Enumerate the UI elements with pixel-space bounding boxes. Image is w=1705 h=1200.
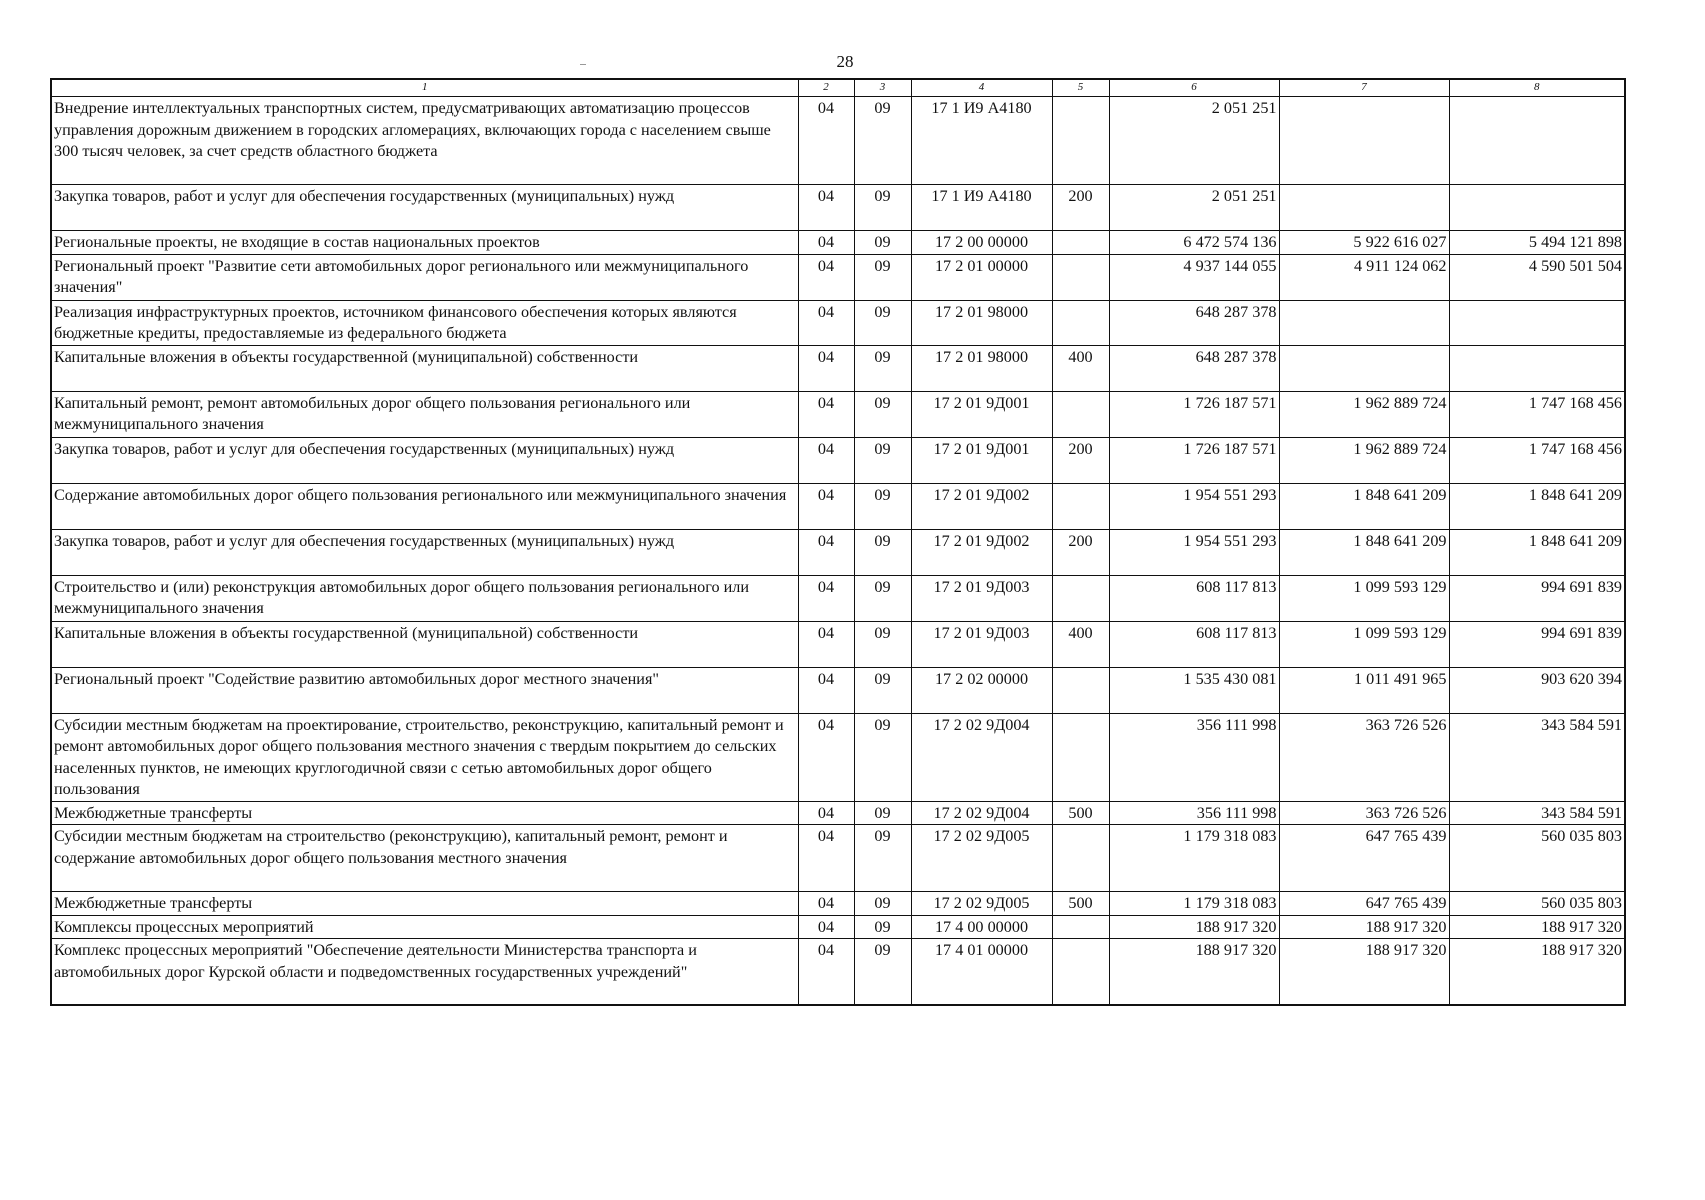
row-name-cell: Закупка товаров, работ и услуг для обеспечения государственных (муниципальных) нужд [51,437,798,483]
subsection-code-cell: 09 [854,300,911,345]
table-row [51,185,1625,231]
row-name-cell: Закупка товаров, работ и услуг для обеспечения государственных (муниципальных) нужд [51,529,798,575]
table-row [51,529,1625,575]
table-row [51,915,1625,939]
target-item-code-cell: 17 1 И9 А4180 [911,185,1052,231]
expense-type-code-cell [1052,575,1109,621]
amount-col7-cell [1279,97,1449,185]
amount-col6-cell: 1 954 551 293 [1109,529,1279,575]
target-item-code-cell: 17 2 02 9Д005 [911,892,1052,916]
section-code-cell: 04 [798,801,854,825]
target-item-code-cell: 17 2 00 00000 [911,231,1052,255]
amount-col6-cell: 188 917 320 [1109,939,1279,1005]
section-code-cell: 04 [798,254,854,300]
row-name-cell: Капитальный ремонт, ремонт автомобильных дорог общего пользования регионального или межмуниципального значения [51,391,798,437]
section-code-cell: 04 [798,825,854,892]
table-row [51,97,1625,185]
subsection-code-cell: 09 [854,483,911,529]
subsection-code-cell: 09 [854,667,911,713]
table-row [51,300,1625,345]
amount-col8-cell: 994 691 839 [1449,621,1625,667]
target-item-code-cell: 17 2 01 9Д003 [911,575,1052,621]
amount-col6-cell: 1 179 318 083 [1109,825,1279,892]
expense-type-code-cell [1052,825,1109,892]
amount-col6-cell: 1 179 318 083 [1109,892,1279,916]
target-item-code-cell: 17 2 02 9Д005 [911,825,1052,892]
column-header: 4 [911,79,1052,97]
table-row [51,254,1625,300]
expense-type-code-cell [1052,667,1109,713]
target-item-code-cell: 17 2 01 9Д001 [911,437,1052,483]
target-item-code-cell: 17 4 01 00000 [911,939,1052,1005]
row-name-cell: Закупка товаров, работ и услуг для обеспечения государственных (муниципальных) нужд [51,185,798,231]
scan-mark [580,64,586,65]
expense-type-code-cell: 200 [1052,529,1109,575]
amount-col7-cell: 1 099 593 129 [1279,575,1449,621]
column-header: 7 [1279,79,1449,97]
amount-col6-cell: 356 111 998 [1109,801,1279,825]
page-number: 28 [836,52,854,71]
amount-col8-cell: 343 584 591 [1449,713,1625,801]
expense-type-code-cell [1052,300,1109,345]
subsection-code-cell: 09 [854,231,911,255]
target-item-code-cell: 17 1 И9 А4180 [911,97,1052,185]
section-code-cell: 04 [798,529,854,575]
amount-col7-cell [1279,300,1449,345]
amount-col7-cell: 1 011 491 965 [1279,667,1449,713]
amount-col8-cell: 188 917 320 [1449,939,1625,1005]
subsection-code-cell: 09 [854,939,911,1005]
expense-type-code-cell: 400 [1052,345,1109,391]
expense-type-code-cell: 400 [1052,621,1109,667]
amount-col6-cell: 6 472 574 136 [1109,231,1279,255]
row-name-cell: Внедрение интеллектуальных транспортных систем, предусматривающих автоматизацию процессов управления дорожным движением в городских агломерациях, включающих города с населением свыше 300 тысяч человек, за счет средств областного бюджета [51,97,798,185]
expense-type-code-cell [1052,483,1109,529]
amount-col8-cell: 5 494 121 898 [1449,231,1625,255]
row-name-cell: Строительство и (или) реконструкция автомобильных дорог общего пользования регионального или межмуниципального значения [51,575,798,621]
expense-type-code-cell [1052,915,1109,939]
amount-col6-cell: 2 051 251 [1109,185,1279,231]
amount-col7-cell: 1 962 889 724 [1279,437,1449,483]
amount-col7-cell: 188 917 320 [1279,939,1449,1005]
subsection-code-cell: 09 [854,97,911,185]
amount-col8-cell [1449,97,1625,185]
target-item-code-cell: 17 2 02 9Д004 [911,801,1052,825]
subsection-code-cell: 09 [854,825,911,892]
row-name-cell: Реализация инфраструктурных проектов, источником финансового обеспечения которых являются бюджетные кредиты, предоставляемые из федерального бюджета [51,300,798,345]
table-row [51,483,1625,529]
column-header: 5 [1052,79,1109,97]
amount-col6-cell: 2 051 251 [1109,97,1279,185]
column-header: 2 [798,79,854,97]
column-header: 1 [51,79,798,97]
amount-col7-cell: 647 765 439 [1279,825,1449,892]
expense-type-code-cell [1052,713,1109,801]
target-item-code-cell: 17 2 01 98000 [911,345,1052,391]
amount-col8-cell: 1 848 641 209 [1449,483,1625,529]
amount-col6-cell: 4 937 144 055 [1109,254,1279,300]
amount-col6-cell: 188 917 320 [1109,915,1279,939]
amount-col7-cell: 647 765 439 [1279,892,1449,916]
row-name-cell: Капитальные вложения в объекты государственной (муниципальной) собственности [51,621,798,667]
row-name-cell: Региональный проект "Развитие сети автомобильных дорог регионального или межмуниципального значения" [51,254,798,300]
subsection-code-cell: 09 [854,185,911,231]
section-code-cell: 04 [798,185,854,231]
budget-table [50,78,1626,1006]
amount-col8-cell [1449,345,1625,391]
table-row [51,713,1625,801]
amount-col7-cell: 1 848 641 209 [1279,483,1449,529]
target-item-code-cell: 17 2 01 98000 [911,300,1052,345]
section-code-cell: 04 [798,437,854,483]
amount-col6-cell: 1 726 187 571 [1109,391,1279,437]
section-code-cell: 04 [798,345,854,391]
table-row [51,667,1625,713]
row-name-cell: Межбюджетные трансферты [51,801,798,825]
section-code-cell: 04 [798,97,854,185]
table-row [51,892,1625,916]
subsection-code-cell: 09 [854,915,911,939]
table-row [51,391,1625,437]
expense-type-code-cell: 500 [1052,892,1109,916]
amount-col8-cell: 343 584 591 [1449,801,1625,825]
row-name-cell: Содержание автомобильных дорог общего пользования регионального или межмуниципального значения [51,483,798,529]
target-item-code-cell: 17 2 01 9Д002 [911,483,1052,529]
header-row [51,79,1625,97]
amount-col8-cell: 560 035 803 [1449,825,1625,892]
section-code-cell: 04 [798,939,854,1005]
row-name-cell: Комплексы процессных мероприятий [51,915,798,939]
amount-col8-cell: 560 035 803 [1449,892,1625,916]
row-name-cell: Субсидии местным бюджетам на строительство (реконструкцию), капитальный ремонт, ремонт и содержание автомобильных дорог общего пользования местного значения [51,825,798,892]
expense-type-code-cell [1052,231,1109,255]
section-code-cell: 04 [798,483,854,529]
table-row [51,575,1625,621]
expense-type-code-cell [1052,254,1109,300]
table-row [51,231,1625,255]
amount-col6-cell: 608 117 813 [1109,621,1279,667]
amount-col7-cell: 363 726 526 [1279,801,1449,825]
target-item-code-cell: 17 2 01 9Д001 [911,391,1052,437]
section-code-cell: 04 [798,892,854,916]
amount-col7-cell: 5 922 616 027 [1279,231,1449,255]
target-item-code-cell: 17 2 01 00000 [911,254,1052,300]
target-item-code-cell: 17 2 02 9Д004 [911,713,1052,801]
subsection-code-cell: 09 [854,892,911,916]
amount-col6-cell: 608 117 813 [1109,575,1279,621]
subsection-code-cell: 09 [854,575,911,621]
amount-col7-cell: 188 917 320 [1279,915,1449,939]
subsection-code-cell: 09 [854,529,911,575]
expense-type-code-cell: 200 [1052,185,1109,231]
table-row [51,345,1625,391]
subsection-code-cell: 09 [854,437,911,483]
amount-col7-cell: 1 848 641 209 [1279,529,1449,575]
amount-col8-cell: 188 917 320 [1449,915,1625,939]
subsection-code-cell: 09 [854,621,911,667]
column-header: 3 [854,79,911,97]
subsection-code-cell: 09 [854,801,911,825]
expense-type-code-cell [1052,97,1109,185]
target-item-code-cell: 17 2 02 00000 [911,667,1052,713]
table-row [51,939,1625,1005]
amount-col6-cell: 648 287 378 [1109,345,1279,391]
section-code-cell: 04 [798,713,854,801]
amount-col7-cell: 4 911 124 062 [1279,254,1449,300]
amount-col6-cell: 1 726 187 571 [1109,437,1279,483]
column-header: 8 [1449,79,1625,97]
subsection-code-cell: 09 [854,345,911,391]
row-name-cell: Комплекс процессных мероприятий "Обеспечение деятельности Министерства транспорта и автомобильных дорог Курской области и подведомственных государственных учреждений" [51,939,798,1005]
subsection-code-cell: 09 [854,713,911,801]
section-code-cell: 04 [798,391,854,437]
amount-col7-cell [1279,345,1449,391]
expense-type-code-cell [1052,391,1109,437]
amount-col8-cell: 1 848 641 209 [1449,529,1625,575]
expense-type-code-cell: 200 [1052,437,1109,483]
amount-col8-cell: 1 747 168 456 [1449,437,1625,483]
table-row [51,621,1625,667]
table-row [51,437,1625,483]
amount-col8-cell: 903 620 394 [1449,667,1625,713]
amount-col6-cell: 1 535 430 081 [1109,667,1279,713]
amount-col7-cell: 363 726 526 [1279,713,1449,801]
amount-col8-cell [1449,300,1625,345]
subsection-code-cell: 09 [854,254,911,300]
row-name-cell: Региональные проекты, не входящие в состав национальных проектов [51,231,798,255]
row-name-cell: Межбюджетные трансферты [51,892,798,916]
table-row [51,825,1625,892]
row-name-cell: Региональный проект "Содействие развитию автомобильных дорог местного значения" [51,667,798,713]
amount-col7-cell: 1 962 889 724 [1279,391,1449,437]
amount-col6-cell: 648 287 378 [1109,300,1279,345]
table-row [51,801,1625,825]
expense-type-code-cell: 500 [1052,801,1109,825]
section-code-cell: 04 [798,621,854,667]
amount-col7-cell [1279,185,1449,231]
expense-type-code-cell [1052,939,1109,1005]
column-header: 6 [1109,79,1279,97]
amount-col6-cell: 356 111 998 [1109,713,1279,801]
target-item-code-cell: 17 2 01 9Д003 [911,621,1052,667]
amount-col8-cell: 1 747 168 456 [1449,391,1625,437]
section-code-cell: 04 [798,300,854,345]
target-item-code-cell: 17 2 01 9Д002 [911,529,1052,575]
amount-col8-cell [1449,185,1625,231]
amount-col8-cell: 4 590 501 504 [1449,254,1625,300]
amount-col6-cell: 1 954 551 293 [1109,483,1279,529]
amount-col8-cell: 994 691 839 [1449,575,1625,621]
row-name-cell: Субсидии местным бюджетам на проектирование, строительство, реконструкцию, капитальный ремонт и ремонт автомобильных дорог общего пользования местного значения с твердым покрытием до сельских населенных пунктов, не имеющих круглогодичной связи с сетью автомобильных дорог общего пользования [51,713,798,801]
subsection-code-cell: 09 [854,391,911,437]
section-code-cell: 04 [798,231,854,255]
section-code-cell: 04 [798,575,854,621]
section-code-cell: 04 [798,915,854,939]
amount-col7-cell: 1 099 593 129 [1279,621,1449,667]
section-code-cell: 04 [798,667,854,713]
row-name-cell: Капитальные вложения в объекты государственной (муниципальной) собственности [51,345,798,391]
target-item-code-cell: 17 4 00 00000 [911,915,1052,939]
